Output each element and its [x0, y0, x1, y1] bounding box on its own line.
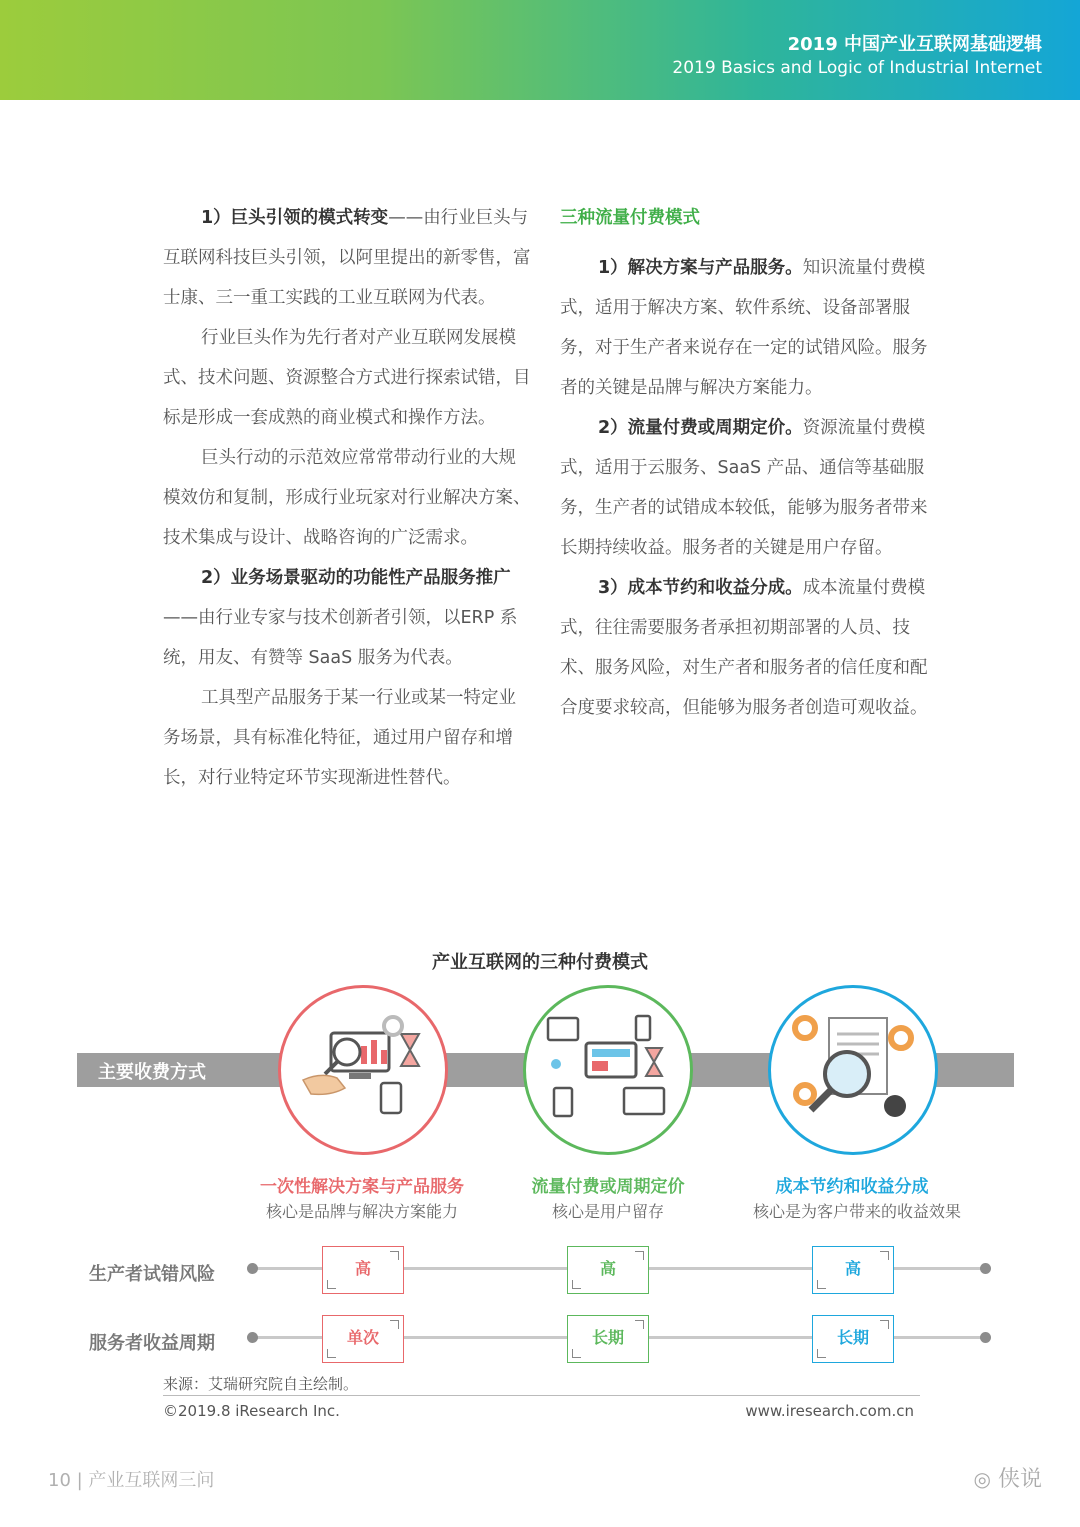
model-1-risk-box — [322, 1246, 404, 1294]
row-cycle-dot-right — [980, 1332, 991, 1343]
page-number: 10 — [48, 1470, 71, 1491]
right-para-2-bold: 2）流量付费或周期定价。 — [598, 418, 803, 438]
row-risk-dot-right — [980, 1263, 991, 1274]
watermark — [974, 1462, 1042, 1493]
model-2-cycle-box — [567, 1315, 649, 1363]
left-para-1 — [163, 198, 531, 318]
model-1-cycle: 单次 — [346, 1328, 379, 1347]
source-divider — [163, 1395, 920, 1396]
right-para-2-text: 资源流量付费模式，适用于云服务、SaaS 产品、通信等基础服务，生产者的试错成本较低，能够为服务者带来长期持续收益。服务者的关键是用户存留。 — [560, 418, 928, 558]
devices-illustration-icon — [526, 988, 690, 1152]
right-para-2 — [560, 408, 928, 568]
row-risk-label: 生产者试错风险 — [89, 1264, 215, 1285]
footer-section: 产业互联网三问 — [88, 1470, 215, 1491]
model-2-risk: 高 — [599, 1259, 616, 1278]
left-column — [163, 198, 531, 798]
magnifier-document-icon — [771, 988, 935, 1152]
right-para-3-text: 成本流量付费模式，往往需要服务者承担初期部署的人员、技术、服务风险，对生产者和服务者的信任度和配合度要求较高，但能够为服务者创造可观收益。 — [560, 578, 928, 718]
model-1-cycle-box — [322, 1315, 404, 1363]
left-para-4 — [163, 558, 531, 678]
left-para-4-bold: 2）业务场景驱动的功能性产品服务推广 — [201, 568, 511, 588]
website-link[interactable]: www.iresearch.com.cn — [745, 1402, 914, 1420]
right-column — [560, 198, 928, 728]
model-2-cycle: 长期 — [591, 1328, 624, 1347]
right-para-1-bold: 1）解决方案与产品服务。 — [598, 258, 803, 278]
model-3-desc: 核心是为客户带来的收益效果 — [752, 1202, 961, 1221]
payment-model-diagram — [0, 940, 1080, 1380]
left-para-1-bold: 1）巨头引领的模式转变 — [201, 208, 389, 228]
left-para-1-text: ——由行业巨头与互联网科技巨头引领，以阿里提出的新零售，富士康、三一重工实践的工业互联网为代表。 — [163, 208, 531, 308]
right-para-3-bold: 3）成本节约和收益分成。 — [598, 578, 803, 598]
model-2-desc: 核心是用户留存 — [551, 1202, 664, 1221]
model-3-name: 成本节约和收益分成 — [775, 1177, 929, 1197]
wechat-icon: ◎ — [973, 1467, 991, 1491]
left-para-3: 巨头行动的示范效应常常带动行业的大规模效仿和复制，形成行业玩家对行业解决方案、技术集成与设计、战略咨询的广泛需求。 — [163, 448, 531, 548]
model-2-risk-box — [567, 1246, 649, 1294]
model-2-name: 流量付费或周期定价 — [531, 1177, 685, 1197]
header-title-en: 2019 Basics and Logic of Industrial Internet — [672, 58, 1042, 78]
band-label: 主要收费方式 — [98, 1062, 206, 1083]
page-footer: 10 | 产业互联网三问 — [48, 1470, 215, 1491]
header-title-cn: 2019 中国产业互联网基础逻辑 — [787, 34, 1042, 55]
right-para-1-text: 知识流量付费模式，适用于解决方案、软件系统、设备部署服务，对于生产者来说存在一定的试错风险。服务者的关键是品牌与解决方案能力。 — [560, 258, 928, 398]
watermark-text: 侠说 — [997, 1467, 1042, 1492]
right-para-1 — [560, 248, 928, 408]
left-para-5: 工具型产品服务于某一行业或某一特定业务场景，具有标准化特征，通过用户留存和增长，对行业特定环节实现渐进性替代。 — [163, 688, 516, 788]
model-1-name: 一次性解决方案与产品服务 — [260, 1177, 464, 1197]
analytics-illustration-icon — [281, 988, 445, 1152]
model-3-risk-box — [812, 1246, 894, 1294]
model-3-cycle-box — [812, 1315, 894, 1363]
row-cycle-label: 服务者收益周期 — [89, 1333, 215, 1354]
header-banner — [0, 0, 1080, 100]
model-2-circle — [523, 985, 693, 1155]
source-note: 来源：艾瑞研究院自主绘制。 — [163, 1375, 359, 1393]
left-para-4-text: ——由行业专家与技术创新者引领，以ERP 系统，用友、有赞等 SaaS 服务为代表。 — [163, 608, 518, 668]
right-heading: 三种流量付费模式 — [560, 208, 700, 228]
model-1-risk: 高 — [354, 1259, 371, 1278]
left-para-2: 行业巨头作为先行者对产业互联网发展模式、技术问题、资源整合方式进行探索试错，目标是形成一套成熟的商业模式和操作方法。 — [163, 328, 531, 428]
model-1-circle — [278, 985, 448, 1155]
row-risk-dot-left — [247, 1263, 258, 1274]
right-para-3 — [560, 568, 928, 728]
model-3-cycle: 长期 — [836, 1328, 869, 1347]
row-cycle-dot-left — [247, 1332, 258, 1343]
model-3-risk: 高 — [844, 1259, 861, 1278]
model-3-circle — [768, 985, 938, 1155]
diagram-title: 产业互联网的三种付费模式 — [432, 952, 648, 973]
copyright: ©2019.8 iResearch Inc. — [163, 1402, 340, 1420]
model-1-desc: 核心是品牌与解决方案能力 — [265, 1202, 458, 1221]
